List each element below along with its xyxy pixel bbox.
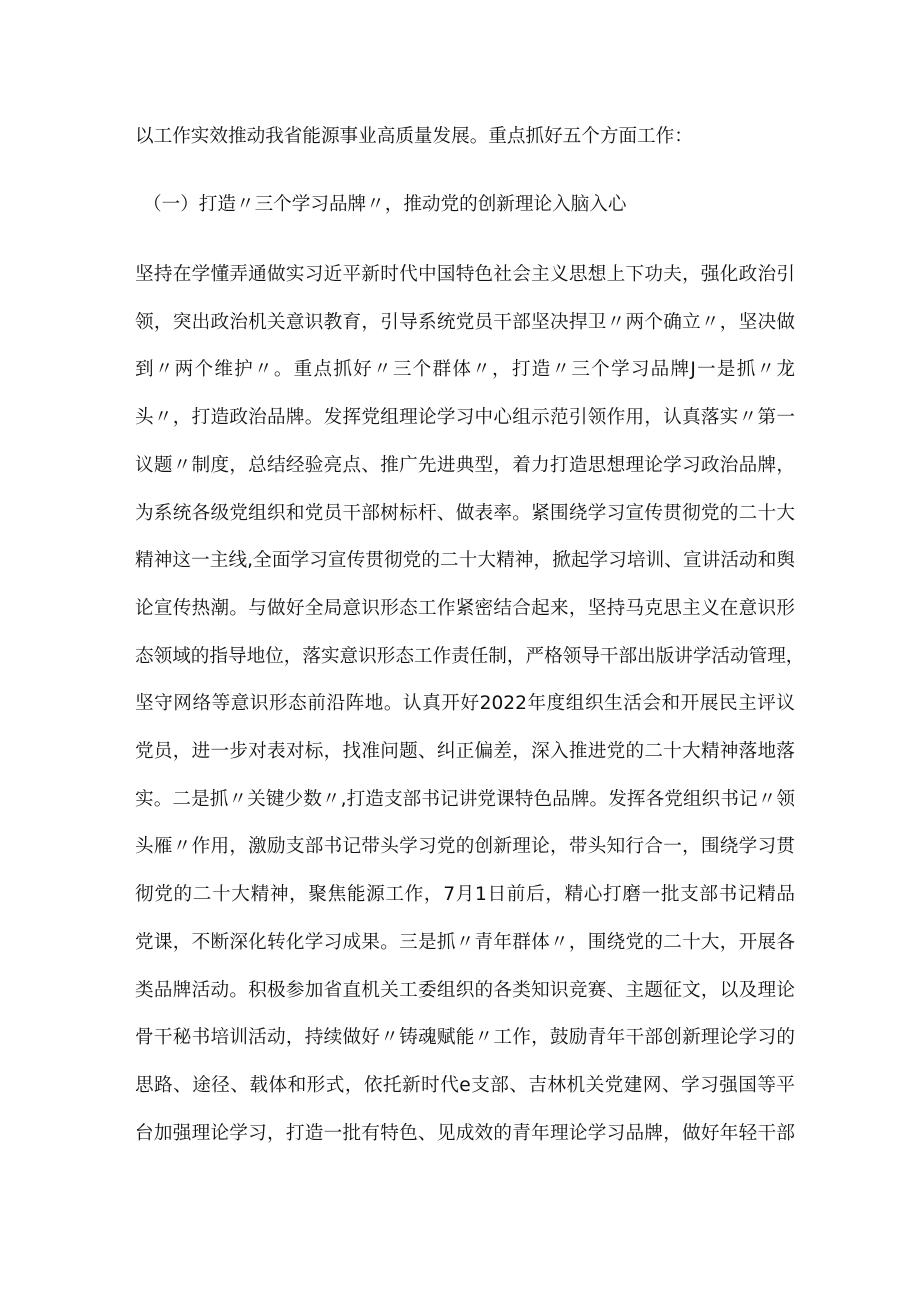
paragraph-line: 议题〃制度，总结经验亮点、推广先进典型，着力打造思想理论学习政治品牌， [135,454,795,476]
paragraph-line: 到〃两个维护〃。重点抓好〃三个群体〃，打造〃三个学习品牌J一是抓〃龙 [135,359,795,381]
paragraph-line: 彻党的二十大精神，聚焦能源工作，7月1日前后，精心打磨一批支部书记精品 [135,884,795,906]
paragraph-line: 坚持在学懂弄通做实习近平新时代中国特色社会主义思想上下功夫，强化政治引 [135,264,795,285]
paragraph-line: 实。二是抓〃关键少数〃,打造支部书记讲党课特色品牌。发挥各党组织书记〃领 [135,788,795,810]
paragraph-line: 为系统各级党组织和党员干部树标杆、做表率。紧围绕学习宣传贯彻党的二十大 [135,502,795,524]
paragraph-line: 头雁〃作用，激励支部书记带头学习党的创新理论，带头知行合一，围绕学习贯 [135,836,795,858]
paragraph-line: 领，突出政治机关意识教育，引导系统党员干部坚决捍卫〃两个确立〃，坚决做 [135,311,795,333]
section-heading: （一）打造〃三个学习品牌〃，推动党的创新理论入脑入心 [143,194,627,215]
paragraph-line: 骨干秘书培训活动，持续做好〃铸魂赋能〃工作，鼓励青年干部创新理论学习的 [135,1027,795,1049]
intro-line: 以工作实效推动我省能源事业高质量发展。重点抓好五个方面工作： [135,126,693,147]
paragraph-line: 党员，进一步对表对标，找准问题、纠正偏差，深入推进党的二十大精神落地落 [135,741,795,762]
paragraph-line: 思路、途径、载体和形式，依托新时代e支部、吉林机关党建网、学习强国等平 [135,1074,795,1096]
paragraph-line: 精神这一主线,全面学习宣传贯彻党的二十大精神，掀起学习培训、宣讲活动和舆 [135,550,795,572]
paragraph-line: 头〃，打造政治品牌。发挥党组理论学习中心组示范引领作用，认真落实〃第一 [135,407,795,429]
paragraph-line: 类品牌活动。积极参加省直机关工委组织的各类知识竞赛、主题征文，以及理论 [135,979,795,1001]
paragraph-line: 台加强理论学习，打造一批有特色、见成效的青年理论学习品牌，做好年轻干部 [135,1122,795,1144]
paragraph-line: 态领域的指导地位，落实意识形态工作责任制，严格领导干部出版讲学活动管理， [135,645,805,667]
paragraph-line: 党课，不断深化转化学习成果。三是抓〃青年群体〃，围绕党的二十大，开展各 [135,931,795,953]
paragraph-line: 论宣传热潮。与做好全局意识形态工作紧密结合起来，坚持马克思主义在意识形 [135,597,795,619]
paragraph-line: 坚守网络等意识形态前沿阵地。认真开好2022年度组织生活会和开展民主评议 [135,693,795,715]
